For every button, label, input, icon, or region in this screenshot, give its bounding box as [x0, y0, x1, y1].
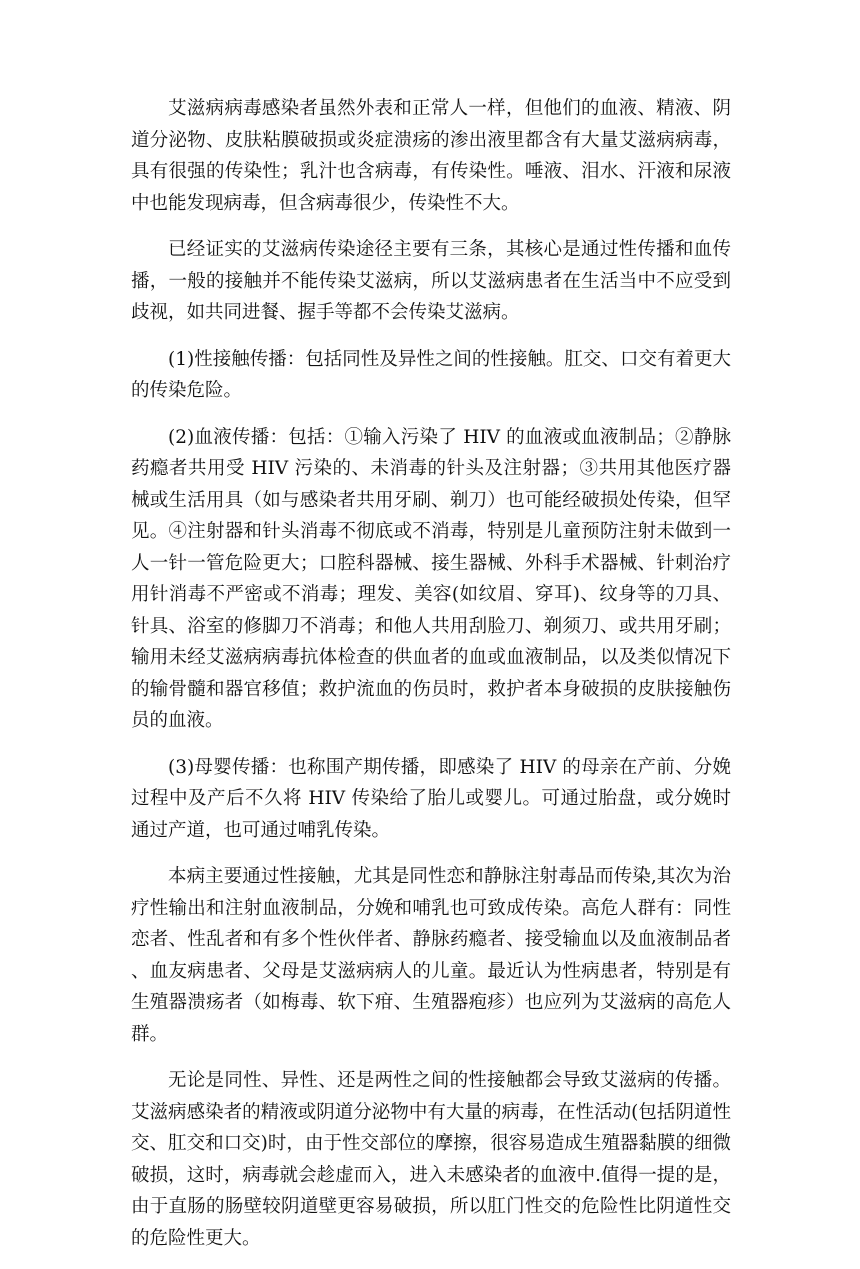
paragraph-infectious-fluids: 艾滋病病毒感染者虽然外表和正常人一样，但他们的血液、精液、阴道分泌物、皮肤粘膜破损或炎症溃疡的渗出液里都含有大量艾滋病病毒，具有很强的传染性；乳汁也含病毒，有传染性。唾液、泪水、汗液和尿液中也能发现病毒，但含病毒很少，传染性不大。: [131, 98, 731, 214]
paragraph-sexual-contact-risk: 无论是同性、异性、还是两性之间的性接触都会导致艾滋病的传播。艾滋病感染者的精液或阴道分泌物中有大量的病毒，在性活动(包括阴道性交、肛交和口交)时，由于性交部位的摩擦，很容易造成生殖器黏膜的细微破损，这时，病毒就会趁虚而入，进入未感染者的血液中.值得一提的是，由于直肠的肠壁较阴道壁更容易破损，所以肛门性交的危险性比阴道性交的危险性更大。: [131, 1070, 731, 1249]
paragraph-transmission-routes: 已经证实的艾滋病传染途径主要有三条，其核心是通过性传播和血传播，一般的接触并不能传染艾滋病，所以艾滋病患者在生活当中不应受到歧视，如共同进餐、握手等都不会传染艾滋病。: [131, 239, 731, 323]
paragraph-blood-transmission: (2)血液传播：包括：①输入污染了 HIV 的血液或血液制品；②静脉药瘾者共用受 HIV 污染的、未消毒的针头及注射器；③共用其他医疗器械或生活用具（如与感染者共用牙刷、剃刀）也可能经破损处传染，但罕见。④注射器和针头消毒不彻底或不消毒，特别是儿童预防注射未做到一人一针一管危险更大；口腔科器械、接生器械、外科手术器械、针刺治疗用针消毒不严密或不消毒；理发、美容(如纹眉、穿耳)、纹身等的刀具、针具、浴室的修脚刀不消毒；和他人共用刮脸刀、剃须刀、或共用牙刷；输用未经艾滋病病毒抗体检查的供血者的血或血液制品，以及类似情况下的输骨髓和器官移值；救护流血的伤员时，救护者本身破损的皮肤接触伤员的血液。: [131, 426, 731, 731]
paragraph-mother-to-child-transmission: (3)母婴传播：也称围产期传播，即感染了 HIV 的母亲在产前、分娩过程中及产后不久将 HIV 传染给了胎儿或婴儿。可通过胎盘，或分娩时通过产道，也可通过哺乳传染。: [131, 756, 731, 841]
paragraph-sexual-transmission: (1)性接触传播：包括同性及异性之间的性接触。肛交、口交有着更大的传染危险。: [131, 348, 731, 401]
paragraph-high-risk-groups: 本病主要通过性接触，尤其是同性恋和静脉注射毒品而传染,其次为治疗性输出和注射血液制品，分娩和哺乳也可致成传染。高危人群有：同性恋者、性乱者和有多个性伙伴者、静脉药瘾者、接受输血以及血液制品者、血友病患者、父母是艾滋病病人的儿童。最近认为性病患者，特别是有生殖器溃疡者（如梅毒、软下疳、生殖器疱疹）也应列为艾滋病的高危人群。: [131, 866, 731, 1045]
document-body: [131, 93, 731, 1269]
